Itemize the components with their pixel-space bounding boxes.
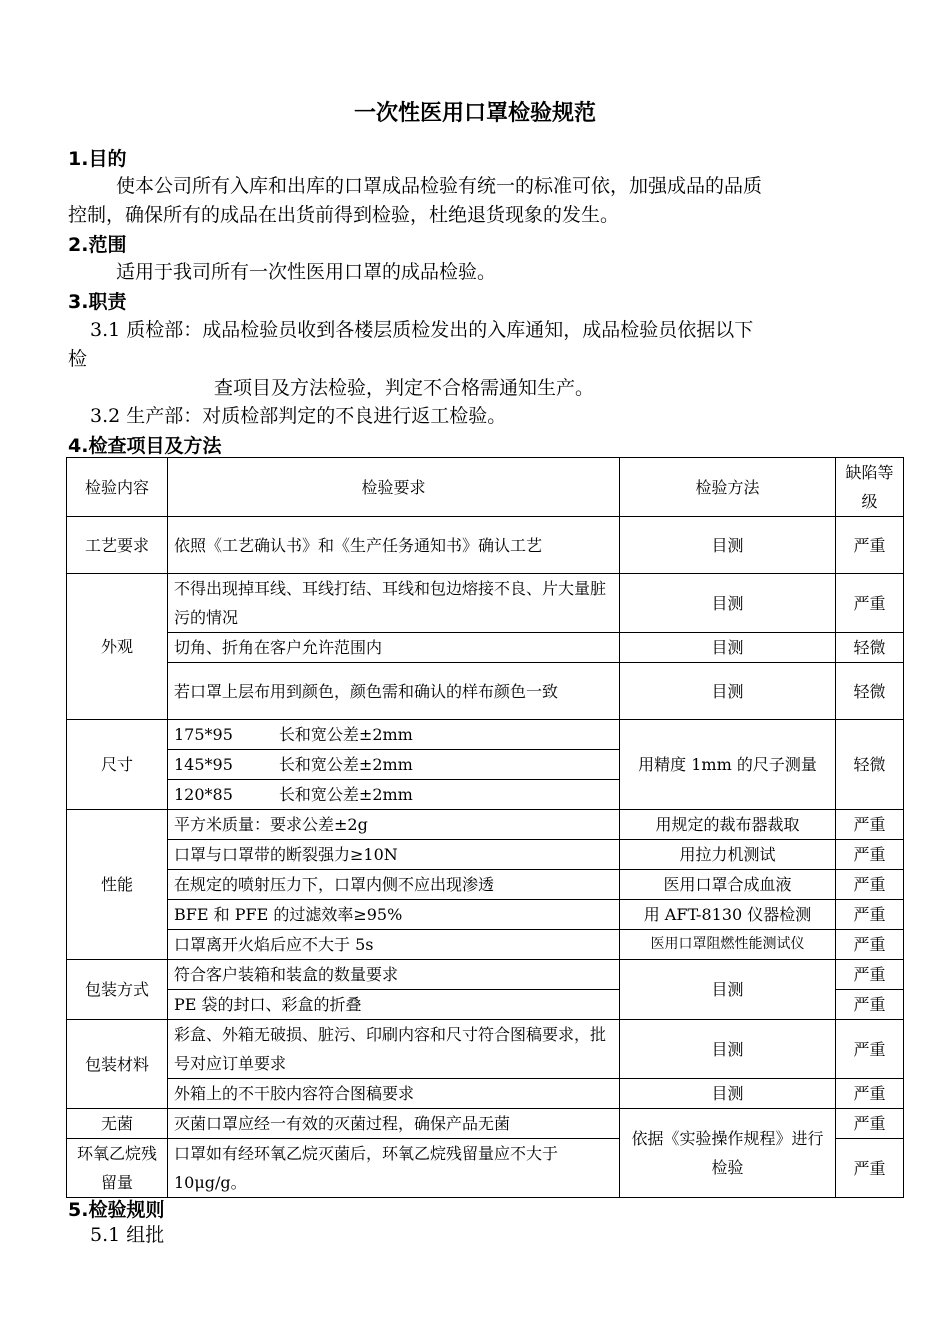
method-cell: 目测 xyxy=(620,960,836,1020)
category-appearance: 外观 xyxy=(67,574,168,720)
level-cell: 严重 xyxy=(836,960,904,990)
header-content: 检验内容 xyxy=(67,458,168,517)
method-cell: 目测 xyxy=(620,663,836,720)
requirement-cell: 切角、折角在客户允许范围内 xyxy=(168,633,620,663)
header-defect-level: 缺陷等级 xyxy=(836,458,904,517)
duty-qc-line-1: 3.1 质检部：成品检验员收到各楼层质检发出的入库通知，成品检验员依据以下 xyxy=(90,319,754,341)
duty-production: 3.2 生产部：对质检部判定的不良进行返工检验。 xyxy=(90,405,507,427)
requirement-cell: 口罩如有经环氧乙烷灭菌后，环氧乙烷残留量应不大于 10μg/g。 xyxy=(168,1139,620,1198)
table-header-row xyxy=(67,458,904,517)
level-cell: 严重 xyxy=(836,900,904,930)
level-cell: 轻微 xyxy=(836,720,904,810)
header-method: 检验方法 xyxy=(620,458,836,517)
method-cell: 目测 xyxy=(620,574,836,633)
table-row xyxy=(67,960,904,990)
size-tolerance: 长和宽公差±2mm xyxy=(278,785,413,804)
requirement-cell xyxy=(168,750,620,780)
table-row xyxy=(67,870,904,900)
section-4-heading: 4.检查项目及方法 xyxy=(68,435,222,457)
method-cell: 依据《实验操作规程》进行检验 xyxy=(620,1109,836,1198)
duty-qc-line-2: 检 xyxy=(68,348,88,370)
level-cell: 严重 xyxy=(836,810,904,840)
table-row xyxy=(67,720,904,750)
requirement-cell: 灭菌口罩应经一有效的灭菌过程，确保产品无菌 xyxy=(168,1109,620,1139)
method-cell: 目测 xyxy=(620,517,836,574)
method-cell: 目测 xyxy=(620,633,836,663)
section-5-heading: 5.检验规则 xyxy=(68,1199,165,1221)
table-row xyxy=(67,517,904,574)
method-cell: 医用口罩阻燃性能测试仪 xyxy=(620,930,836,960)
requirement-cell: BFE 和 PFE 的过滤效率≥95% xyxy=(168,900,620,930)
method-cell: 用精度 1mm 的尺子测量 xyxy=(620,720,836,810)
level-cell: 严重 xyxy=(836,840,904,870)
level-cell: 严重 xyxy=(836,870,904,900)
category-sterile: 无菌 xyxy=(67,1109,168,1139)
size-tolerance: 长和宽公差±2mm xyxy=(278,755,413,774)
category-material: 包装材料 xyxy=(67,1020,168,1109)
level-cell: 严重 xyxy=(836,574,904,633)
table-row xyxy=(67,930,904,960)
level-cell: 严重 xyxy=(836,1139,904,1198)
requirement-cell: 依照《工艺确认书》和《生产任务通知书》确认工艺 xyxy=(168,517,620,574)
page-title: 一次性医用口罩检验规范 xyxy=(353,101,596,126)
table-row xyxy=(67,1109,904,1139)
duty-qc-line-3: 查项目及方法检验，判定不合格需通知生产。 xyxy=(214,377,595,399)
size-spec: 120*85 xyxy=(174,785,233,804)
purpose-text-line-2: 控制，确保所有的成品在出货前得到检验，杜绝退货现象的发生。 xyxy=(68,204,620,226)
level-cell: 严重 xyxy=(836,990,904,1020)
table-row xyxy=(67,574,904,633)
category-eo-residue: 环氧乙烷残留量 xyxy=(67,1139,168,1198)
requirement-cell: 不得出现掉耳线、耳线打结、耳线和包边熔接不良、片大量脏污的情况 xyxy=(168,574,620,633)
table-row xyxy=(67,900,904,930)
level-cell: 严重 xyxy=(836,1109,904,1139)
size-spec: 145*95 xyxy=(174,755,233,774)
category-performance: 性能 xyxy=(67,810,168,960)
requirement-cell: PE 袋的封口、彩盒的折叠 xyxy=(168,990,620,1020)
level-cell: 严重 xyxy=(836,517,904,574)
table-row xyxy=(67,840,904,870)
requirement-cell: 符合客户装箱和装盒的数量要求 xyxy=(168,960,620,990)
requirement-cell: 平方米质量：要求公差±2g xyxy=(168,810,620,840)
section-2-heading: 2.范围 xyxy=(68,234,127,256)
level-cell: 严重 xyxy=(836,1079,904,1109)
method-cell: 目测 xyxy=(620,1079,836,1109)
requirement-cell: 口罩离开火焰后应不大于 5s xyxy=(168,930,620,960)
level-cell: 严重 xyxy=(836,930,904,960)
method-cell: 目测 xyxy=(620,1020,836,1079)
method-cell: 医用口罩合成血液 xyxy=(620,870,836,900)
category-packing: 包装方式 xyxy=(67,960,168,1020)
rule-batching: 5.1 组批 xyxy=(90,1224,165,1246)
category-size: 尺寸 xyxy=(67,720,168,810)
table-row xyxy=(67,810,904,840)
category-craft: 工艺要求 xyxy=(67,517,168,574)
method-cell: 用 AFT-8130 仪器检测 xyxy=(620,900,836,930)
table-row xyxy=(67,1020,904,1079)
level-cell: 轻微 xyxy=(836,633,904,663)
requirement-cell: 在规定的喷射压力下，口罩内侧不应出现渗透 xyxy=(168,870,620,900)
section-1-heading: 1.目的 xyxy=(68,148,127,170)
requirement-cell: 彩盒、外箱无破损、脏污、印刷内容和尺寸符合图稿要求，批号对应订单要求 xyxy=(168,1020,620,1079)
purpose-text-line-1: 使本公司所有入库和出库的口罩成品检验有统一的标准可依，加强成品的品质 xyxy=(116,175,763,197)
method-cell: 用拉力机测试 xyxy=(620,840,836,870)
scope-text: 适用于我司所有一次性医用口罩的成品检验。 xyxy=(116,261,497,283)
requirement-cell: 口罩与口罩带的断裂强力≥10N xyxy=(168,840,620,870)
method-cell: 用规定的裁布器裁取 xyxy=(620,810,836,840)
requirement-cell xyxy=(168,780,620,810)
requirement-cell: 外箱上的不干胶内容符合图稿要求 xyxy=(168,1079,620,1109)
requirement-cell: 若口罩上层布用到颜色，颜色需和确认的样布颜色一致 xyxy=(168,663,620,720)
table-row xyxy=(67,1079,904,1109)
size-spec: 175*95 xyxy=(174,725,233,744)
size-tolerance: 长和宽公差±2mm xyxy=(278,725,413,744)
requirement-cell xyxy=(168,720,620,750)
header-requirement: 检验要求 xyxy=(168,458,620,517)
level-cell: 严重 xyxy=(836,1020,904,1079)
section-3-heading: 3.职责 xyxy=(68,291,127,313)
table-row xyxy=(67,633,904,663)
table-row xyxy=(67,663,904,720)
level-cell: 轻微 xyxy=(836,663,904,720)
inspection-table xyxy=(66,457,904,1198)
